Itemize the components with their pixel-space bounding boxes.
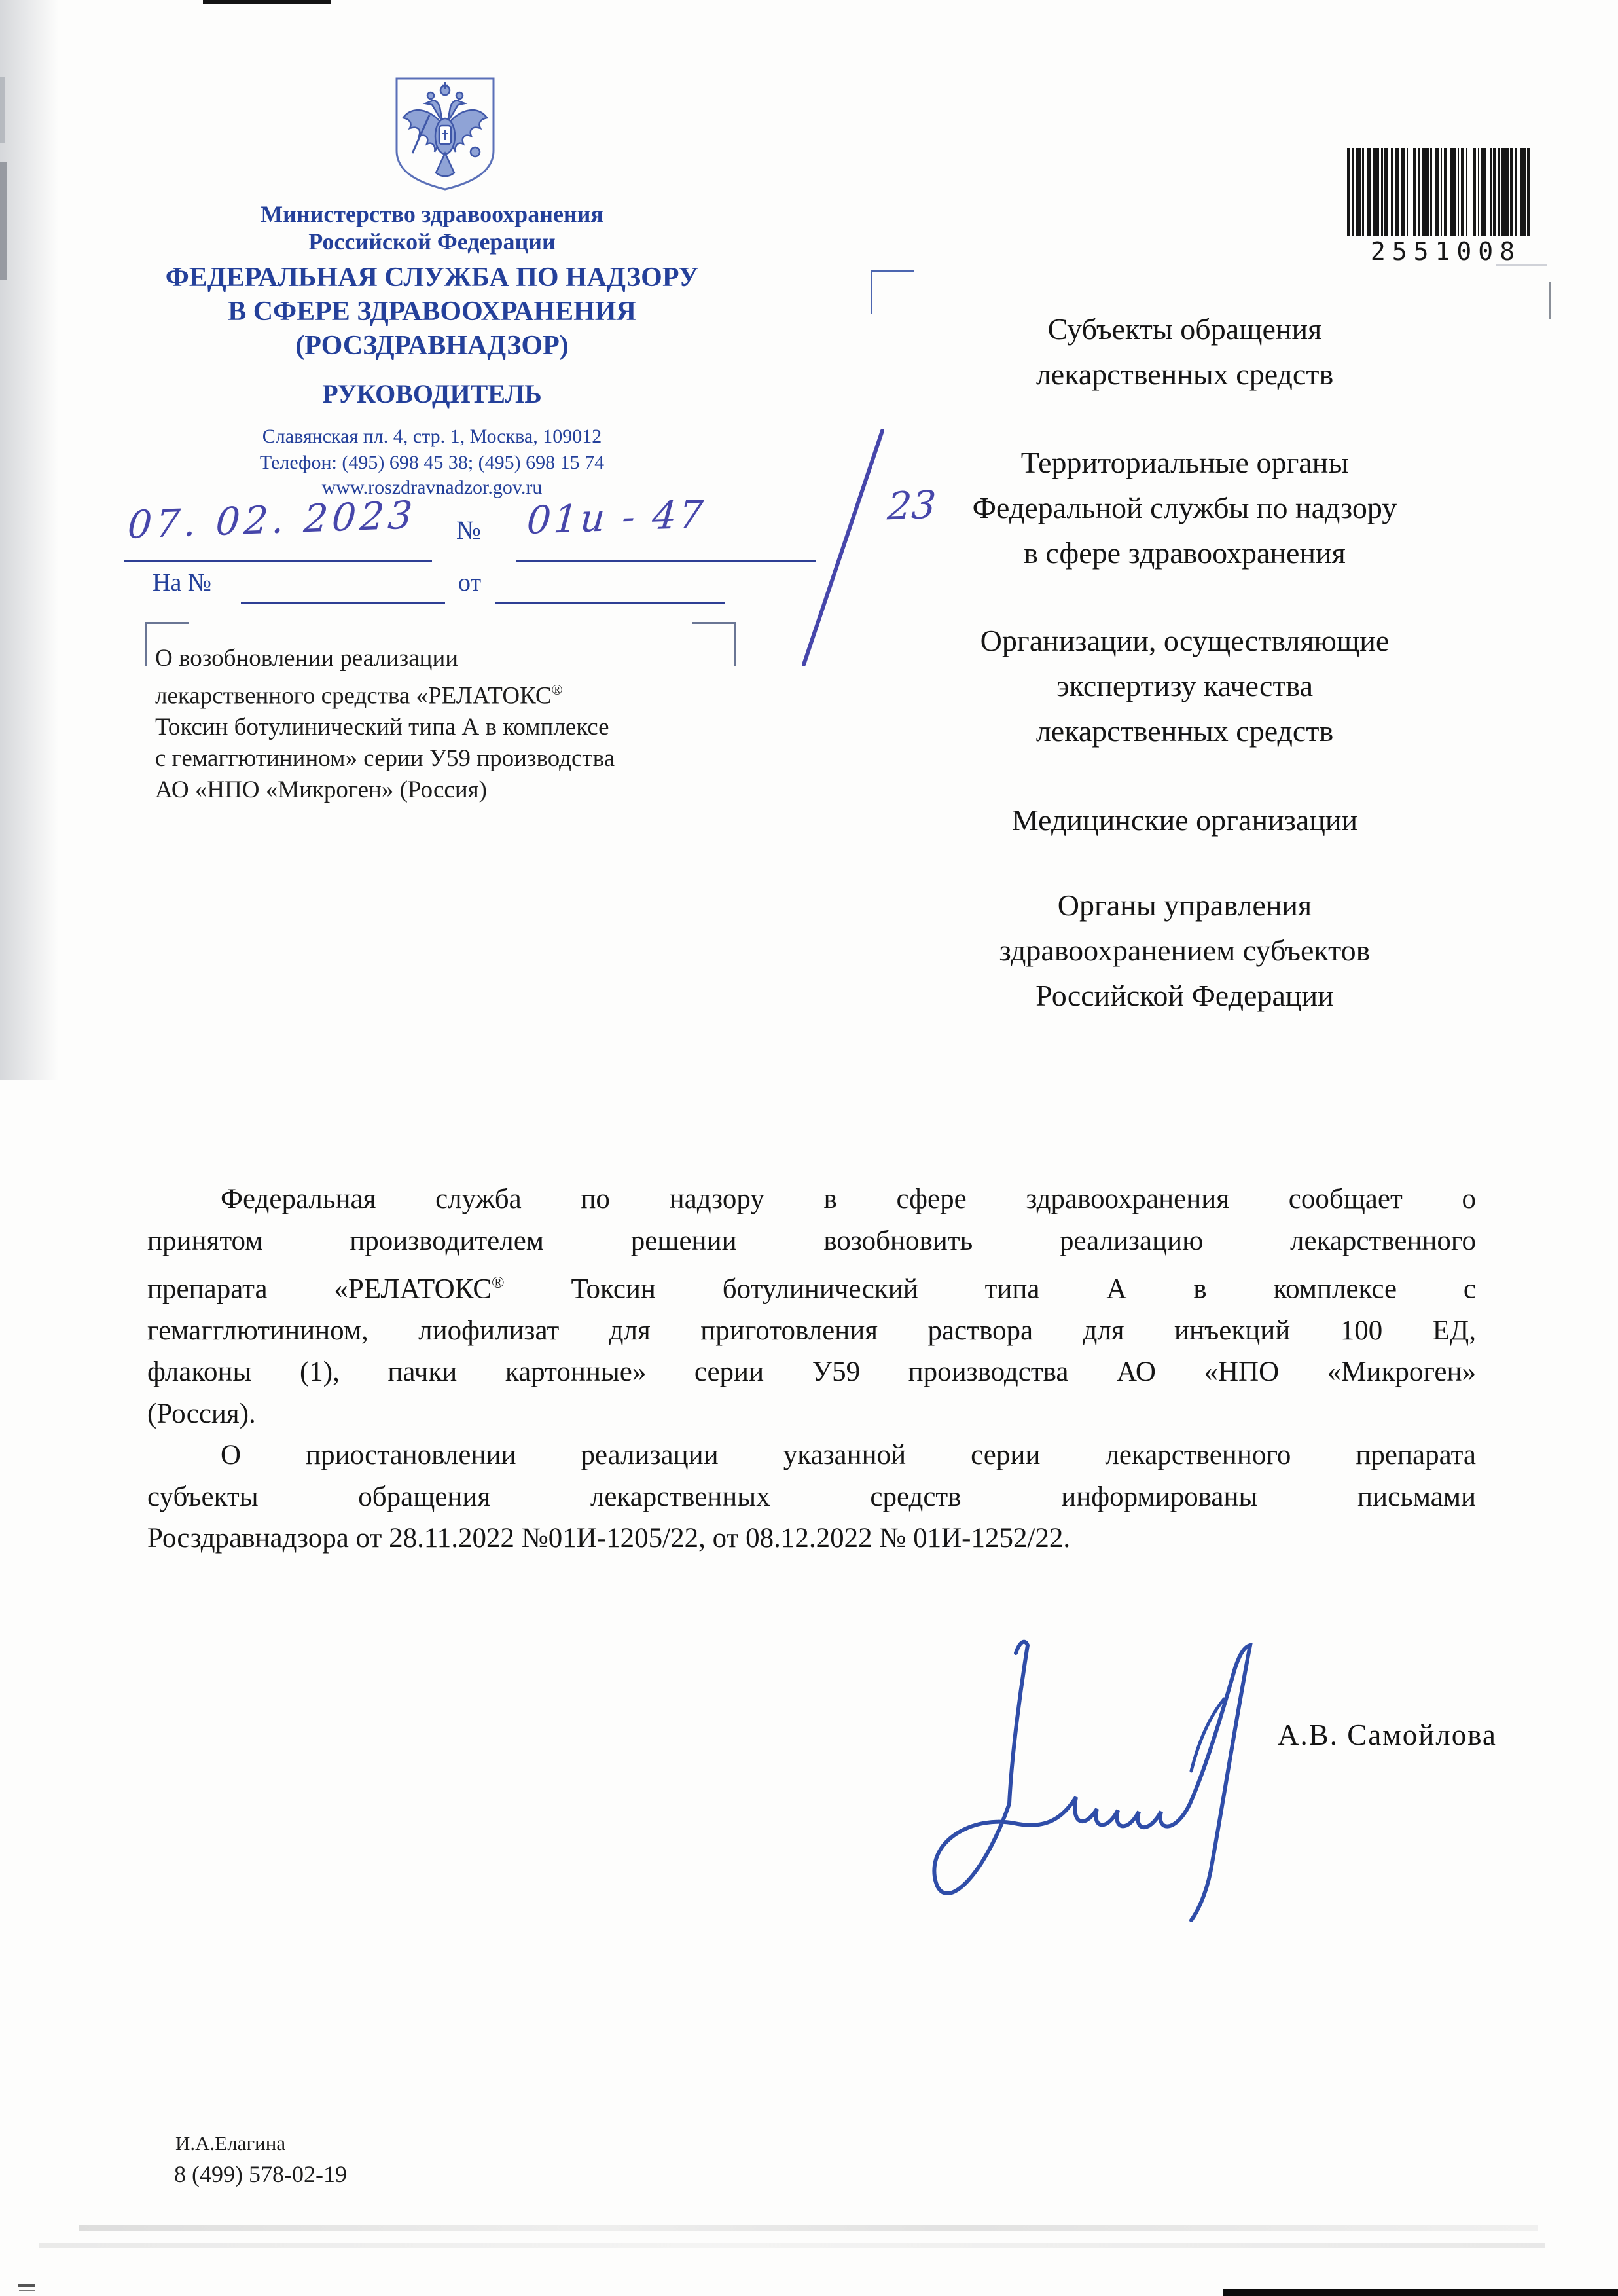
- handwritten-date: 07. 02. 2023: [126, 492, 418, 547]
- handwritten-outgoing-number: 01и - 47: [525, 492, 708, 543]
- subject-line: О возобновлении реализации: [155, 645, 459, 672]
- scan-edge-artifact-bottom: [1223, 2289, 1618, 2296]
- letterhead-phone: Телефон: (495) 698 45 38; (495) 698 15 74: [259, 452, 605, 473]
- scan-mark-right: [1549, 282, 1551, 319]
- addressee-group-5: [903, 883, 1466, 1018]
- body-line: Федеральная служба по надзору в сфере здравоохранения сообщает о: [221, 1184, 1476, 1214]
- addressee-line: Федеральной службы по надзору: [972, 491, 1397, 524]
- body-line: О приостановлении реализации указанной серии лекарственного препарата: [221, 1440, 1476, 1471]
- addressee-group-3: [903, 618, 1466, 754]
- barcode-number: 2551008: [1370, 237, 1522, 266]
- scan-edge-artifact-left-2: [0, 162, 7, 280]
- body-line: субъекты обращения лекарственных средств информированы письмами: [147, 1481, 1476, 1512]
- ministry-line-1: Министерство здравоохранения: [261, 201, 603, 227]
- ministry-line-2: Российской Федерации: [308, 228, 556, 255]
- signer-name: А.В. Самойлова: [1278, 1719, 1497, 1751]
- scan-edge-artifact-top: [203, 0, 331, 4]
- scan-noise-band-1: [79, 2225, 1538, 2231]
- reply-from-label: от: [458, 569, 482, 596]
- handwritten-number-suffix: 23: [886, 482, 938, 529]
- subject-line: с гемаггютинином» серии У59 производства: [155, 745, 615, 773]
- subject-line: Токсин ботулинический типа А в комплексе: [155, 714, 609, 741]
- reply-to-label: На №: [153, 569, 212, 596]
- addressee-group-2: [903, 440, 1466, 575]
- position-title: РУКОВОДИТЕЛЬ: [322, 379, 542, 409]
- reply-number-underline: [241, 602, 445, 604]
- addressee-group-4: [903, 797, 1466, 843]
- letterhead-website: www.roszdravnadzor.gov.ru: [321, 477, 543, 498]
- body-line: флаконы (1), пачки картонные» серии У59 производства АО «НПО «Микроген»: [147, 1357, 1476, 1388]
- handwritten-signature: [916, 1607, 1414, 1951]
- russia-coat-of-arms-icon: [391, 73, 499, 194]
- addressee-line: Органы управления: [1057, 888, 1312, 922]
- scan-edge-artifact-bottom-left: [18, 2284, 35, 2287]
- barcode-bars: [1347, 148, 1545, 236]
- service-line-2: В СФЕРЕ ЗДРАВООХРАНЕНИЯ: [228, 297, 636, 327]
- number-underline: [516, 560, 816, 562]
- number-sign: №: [456, 515, 482, 545]
- registration-barcode: [1347, 148, 1545, 266]
- executor-name: И.А.Елагина: [175, 2132, 286, 2155]
- body-line: препарата «РЕЛАТОКС® Токсин ботулинический типа А в комплексе с: [147, 1273, 1476, 1305]
- body-line: гемагглютинином, лиофилизат для приготовления раствора для инъекций 100 ЕД,: [147, 1315, 1476, 1346]
- addressee-line: в сфере здравоохранения: [1024, 536, 1346, 570]
- addressee-group-1: [903, 306, 1466, 397]
- body-line: принятом производителем решении возобновить реализацию лекарственного: [147, 1225, 1476, 1256]
- addressee-line: экспертизу качества: [1056, 669, 1314, 702]
- addressee-line: Российской Федерации: [1035, 979, 1334, 1012]
- addressee-line: Организации, осуществляющие: [980, 624, 1390, 657]
- service-name: [144, 261, 720, 363]
- body-line: Росздравнадзора от 28.11.2022 №01И-1205/22, от 08.12.2022 № 01И-1252/22.: [147, 1523, 1071, 1554]
- scan-edge-artifact-left-1: [0, 77, 5, 143]
- addressee-line: Медицинские организации: [1011, 803, 1358, 837]
- letter-body: [147, 1178, 1476, 1559]
- addressee-line: здравоохранением субъектов: [999, 934, 1371, 967]
- letterhead-address: Славянская пл. 4, стр. 1, Москва, 109012: [262, 426, 602, 447]
- reply-date-underline: [495, 602, 725, 604]
- scan-shadow-left: [0, 0, 79, 1080]
- addressee-line: Территориальные органы: [1020, 446, 1349, 479]
- ministry-name: [144, 200, 720, 255]
- executor-phone: 8 (499) 578-02-19: [174, 2161, 347, 2187]
- addressee-line: Субъекты обращения: [1047, 312, 1322, 346]
- subject-line: лекарственного средства «РЕЛАТОКС®: [155, 682, 563, 710]
- handwritten-slash-stroke: [785, 419, 897, 684]
- service-line-3: (РОСЗДРАВНАДЗОР): [295, 331, 569, 361]
- scan-noise-band-2: [39, 2243, 1545, 2248]
- service-line-1: ФЕДЕРАЛЬНАЯ СЛУЖБА ПО НАДЗОРУ: [165, 263, 699, 293]
- body-line: (Россия).: [147, 1398, 256, 1429]
- addressee-line: лекарственных средств: [1035, 357, 1334, 391]
- addressee-line: лекарственных средств: [1035, 714, 1334, 748]
- date-underline: [124, 560, 432, 562]
- letter-subject: [155, 643, 744, 806]
- subject-line: АО «НПО «Микроген» (Россия): [155, 776, 487, 804]
